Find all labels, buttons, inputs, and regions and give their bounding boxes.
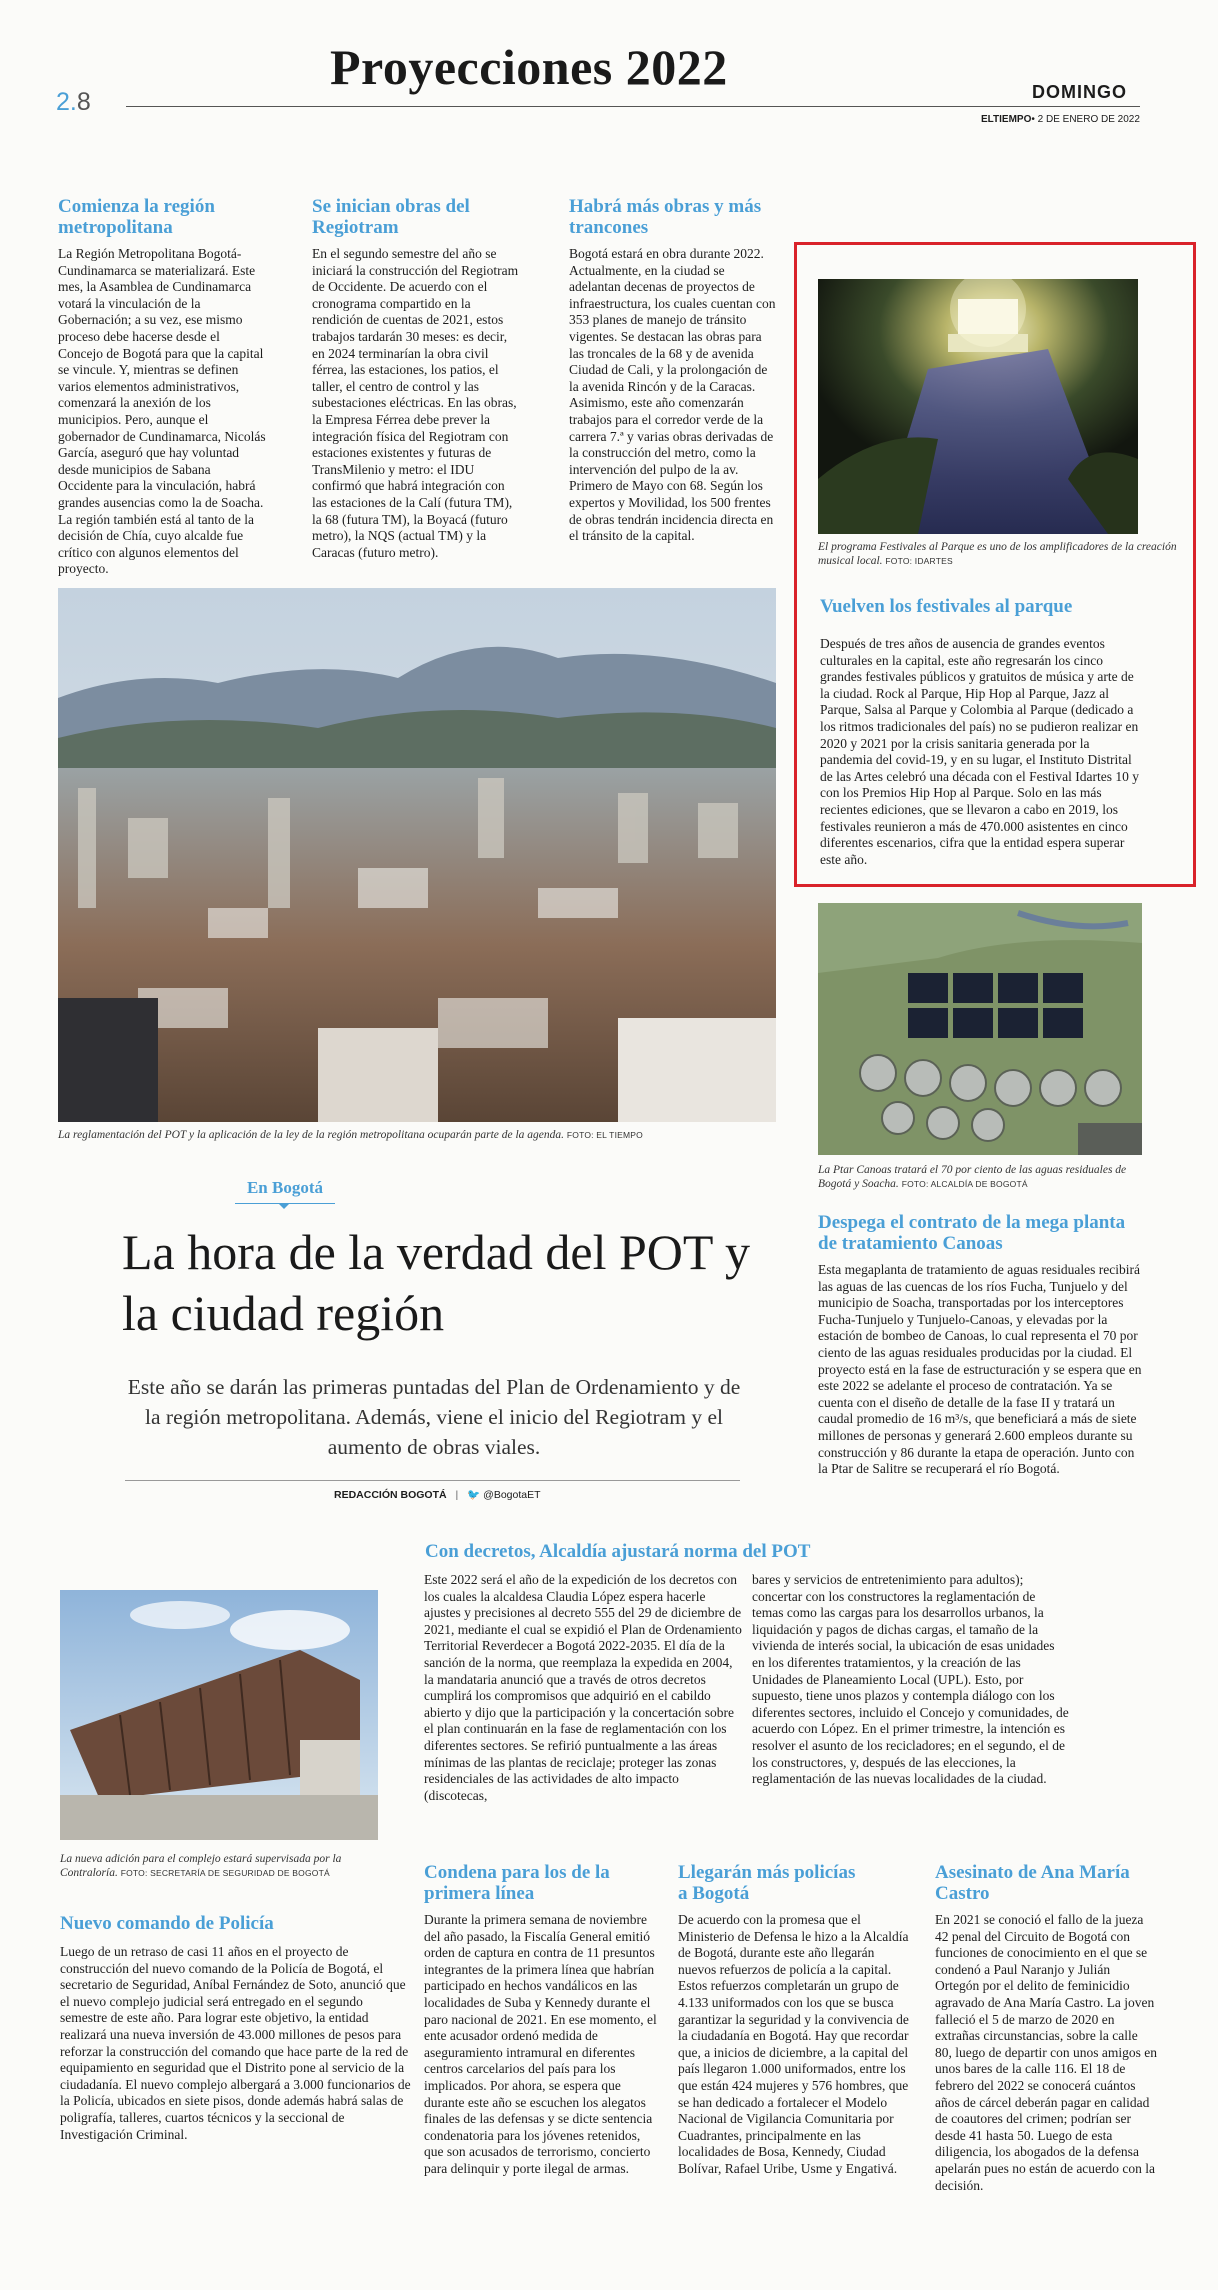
building-caption-text: La nueva adición para el complejo estará supervisada por la Contraloría. [60,1853,342,1879]
body-regiotram: En el segundo semestre del año se iniciará la construcción del Regiotram de Occidente. De acuerdo con el cronograma compartido en la rendición de cuentas de 2021, estos trabajos tardarán 30 meses: es decir, en 2024 terminarían la obra civil férrea, las estaciones, los patios, el taller, el centro de control y las subestaciones eléctricas. En las obras, la Empresa Férrea debe prever la integración física del Regiotram con estaciones existentes y futuras de TransMilenio y metro: el IDU confirmó que habrá integración con las estaciones de la Calí (futura TM), la 68 (futura TM), la Boyacá (futuro metro), la NQS (actual TM) y la Caracas (futuro metro). [312,246,519,560]
heading-comando-policia: Nuevo comando de Policía [60,1913,274,1934]
body-region-metropolitana: La Región Metropolitana Bogotá-Cundinamarca se materializará. Este mes, la Asamblea de Cundinamarca votará la vinculación de la Gobernación; a su vez, ese mismo proceso debe hacerse desde el Concejo de Bogotá para que la capital se vincule. Y, mientras se definen varios elementos administrativos, comenzará la anexión de los municipios. Pero, aunque el gobernador de Cundinamarca, Nicolás García, aseguró que hay voluntad desde municipios de Sabana Occidente para la vinculación, habrá grandes ausencias como la de Soacha. La región también está al tanto de la decisión de Chía, cuyo alcalde fue crítico con algunos elementos del proyecto. [58,246,266,577]
ptar-caption-credit: FOTO: ALCALDÍA DE BOGOTÁ [901,1179,1028,1189]
body-decretos-col2: bares y servicios de entretenimiento para adultos); concertar con los constructores la reglamentación de temas como las cargas para los desarrollos urbanos, la liquidación y pagos de dichas cargas, el tamaño de la vivienda de interés social, la ubicación de esas unidades en los diferentes tratamientos, y la creación de las Unidades de Planeamiento Local (UPL). Esto, por supuesto, tiene unos plazos y contempla diálogo con los diferentes sectores, incluido el Concejo y comunidades, de acuerdo con López. En el primer trimestre, la intención es resolver el asunto de los recicladores; en el segundo, el de los constructores, y, después de las elecciones, la reglamentación de las nuevas localidades de la ciudad. [752,1572,1069,1787]
day-label: DOMINGO [1032,82,1127,102]
city-photo-caption [58,1128,778,1142]
festival-caption-credit: FOTO: IDARTES [885,556,953,566]
building-photo [60,1590,378,1840]
body-obras-trancones: Bogotá estará en obra durante 2022. Actualmente, en la ciudad se adelantan decenas de proyectos de infraestructura, los cuales cuentan con 353 planes de manejo de tránsito vigentes. Se destacan las obras para las troncales de la 68 y de avenida Ciudad de Cali, y la prolongación de la avenida Rincón y de la Caracas. Asimismo, este año comenzarán trabajos para el corredor verde de la carrera 7.ª y varias obras derivadas de la construcción del metro, como la intervención del pulpo de la av. Primero de Mayo con 68. Según los expertos y Movilidad, los 500 frentes de obras tendrán incidencia directa en el tránsito de la capital. [569,246,776,544]
heading-festivales: Vuelven los festivales al parque [820,596,1073,617]
page-number-value: 8 [76,88,91,116]
twitter-icon: 🐦 [467,1489,481,1501]
body-festivales: Después de tres años de ausencia de grandes eventos culturales en la capital, este año regresarán los cinco grandes festivales públicos y gratuitos de música y arte de la ciudad. Rock al Parque, Hip Hop al Parque, Jazz al Parque, Salsa al Parque y Colombia al Parque (dedicado a los ritmos tradicionales del país) no se pudieron realizar en 2020 y 2021 por la crisis sanitaria generada por la pandemia del covid-19, y en su lugar, el Instituto Distrital de las Artes celebró una década con el Festival Idartes 10 y con los Premios Hip Hop al Parque. Solo en las más recientes ediciones, que se llevaron a cabo en 2019, los festivales reunieron a más de 470.000 asistentes en cinco diferentes escenarios, cifra que la entidad espera superar este año. [820,636,1140,867]
body-comando-policia: Luego de un retraso de casi 11 años en el proyecto de construcción del nuevo comando de la Policía de Bogotá, el secretario de Seguridad, Aníbal Fernández de Soto, anunció que el nuevo complejo judicial será entregado en el segundo semestre de este año. Para lograr este objetivo, la entidad realizará una nueva inversión de 43.000 millones de pesos para reforzar la construcción del comando que hace parte de la red de equipamiento en seguridad que el Distrito pone al servicio de la ciudadanía. El nuevo complejo albergará a 3.000 funcionarios de la Policía, ubicados en siete pisos, donde además habrá salas de poligrafía, talleres, cuartos técnicos y la seccional de Investigación Criminal. [60,1944,411,2142]
concert-crowd-image [818,279,1138,534]
body-ana-maria-castro: En 2021 se conoció el fallo de la jueza 42 penal del Circuito de Bogotá con funciones de conocimiento en el que se condenó a Paul Naranjo y Julián Ortegón por el delito de feminicidio agravado de Ana María Castro. La joven falleció el 5 de marzo de 2020 en extrañas circunstancias, sobre la calle 80, luego de departir con unos amigos en unos bares de la calle 116. El 18 de febrero del 2022 se conocerá cuántos años de cárcel deberán pagar en calidad de coautores del crimen; podrían ser desde 41 hasta 50. Luego de esta diligencia, los abogados de la defensa apelarán pues no están de acuerdo con la decisión. [935,1912,1157,2193]
building-photo-caption [60,1852,380,1880]
heading-obras-trancones: Habrá más obras y más trancones [569,196,762,238]
date-text: • 2 DE ENERO DE 2022 [1031,114,1140,125]
byline [334,1488,541,1501]
heading-regiotram: Se inician obras del Regiotram [312,196,470,238]
story-kicker: En Bogotá [246,1178,324,1197]
date-line [981,114,1140,125]
byline-twitter: @BogotaET [483,1489,541,1501]
byline-rule [125,1480,740,1481]
body-decretos-col1: Este 2022 será el año de la expedición de los decretos con los cuales la alcaldesa Claudia López espera hacerle ajustes y precisiones al decreto 555 del 29 de diciembre de 2021, mediante el cual se expidió el Plan de Ordenamiento Territorial Reverdecer a Bogotá 2022-2035. El día de la sanción de la norma, que reemplaza la expedida en 2004, la mandataria anunció que a través de otros decretos cumplirá los compromisos que adquirió en el cabildo abierto y dijo que la participación y la concertación sobre el plan continuarán en la fase de reglamentación con los diferentes sectores. Se refirió puntualmente a las áreas mínimas de las plantas de reciclaje; proteger las zonas residenciales de las actividades de alto impacto (discotecas, [424,1572,742,1803]
heading-primera-linea: Condena para los de la primera línea [424,1862,610,1904]
heading-region-metropolitana: Comienza la región metropolitana [58,196,215,238]
festival-photo-caption [818,540,1178,568]
kicker-notch [278,1203,290,1209]
ptar-caption-text: La Ptar Canoas tratará el 70 por ciento de las aguas residuales de Bogotá y Soacha. [818,1164,1127,1190]
building-caption-credit: FOTO: SECRETARÍA DE SEGURIDAD DE BOGOTÁ [120,1868,330,1878]
city-photo [58,588,776,1122]
heading-ana-maria-castro: Asesinato de Ana María Castro [935,1862,1130,1904]
heading-decretos: Con decretos, Alcaldía ajustará norma del POT [425,1541,811,1562]
heading-mas-policias: Llegarán más policías a Bogotá [678,1862,856,1904]
story-deck: Este año se darán las primeras puntadas del Plan de Ordenamiento y de la región metropolitana. Además, viene el inicio del Regiotram y el aumento de obras viales. [127,1375,741,1459]
city-caption-credit: FOTO: EL TIEMPO [566,1130,643,1140]
festival-caption-text: El programa Festivales al Parque es uno de los amplificadores de la creación musical local. [818,541,1177,567]
police-building-image [60,1590,378,1840]
section-title: Proyecciones 2022 [330,39,728,95]
body-canoas: Esta megaplanta de tratamiento de aguas residuales recibirá las aguas de las cuencas de los ríos Fucha, Tunjuelo y del municipio de Soacha, transportadas por los interceptores Fucha-Tunjuelo y Tunjuelo-Canoas, y elevadas por la estación de bombeo de Canoas, lo cual representa el 70 por ciento de las aguas residuales producidas por la ciudad. El proyecto está en la fase de estructuración y se espera que en este 2022 se adelante el proceso de contratación. Ya se cuenta con el diseño de detalle de la fase II y tratará un caudal promedio de 16 m³/s, que beneficiará a más de siete millones de personas y generará 2.600 empleos durante su construcción y 86 durante la etapa de operación. Junto con la Ptar de Salitre se recuperará el río Bogotá. [818,1262,1142,1477]
paper-name: ELTIEMPO [981,114,1032,125]
byline-author: REDACCIÓN BOGOTÁ [334,1489,447,1501]
body-mas-policias: De acuerdo con la promesa que el Ministerio de Defensa le hizo a la Alcaldía de Bogotá, durante este año llegarán nuevos refuerzos de policía a la capital. Estos refuerzos completarán un grupo de 4.133 uniformados con los que se busca garantizar la seguridad y la convivencia de la ciudadanía en Bogotá. Hay que recordar que, a inicios de diciembre, a la capital del país llegaron 1.000 uniformados, entre los que están 424 mujeres y 576 hombres, que se han dedicado a fortalecer el Modelo Nacional de Vigilancia Comunitaria por Cuadrantes, principalmente en las localidades de Bosa, Kennedy, Ciudad Bolívar, Rafael Uribe, Usme y Engativá. [678,1912,909,2176]
ptar-photo-caption [818,1163,1142,1191]
page-number [56,88,91,117]
heading-canoas: Despega el contrato de la mega planta de tratamiento Canoas [818,1212,1126,1254]
masthead-rule [126,106,1140,107]
page-number-prefix: 2. [56,88,77,116]
city-caption-text: La reglamentación del POT y la aplicación de la ley de la región metropolitana ocuparán parte de la agenda. [58,1129,565,1141]
bogota-cityscape-image [58,588,776,1122]
festival-photo [818,279,1138,534]
body-primera-linea: Durante la primera semana de noviembre del año pasado, la Fiscalía General emitió orden de captura en contra de 11 presuntos integrantes de la primera línea que habrían participado en hechos vandálicos en las localidades de Suba y Kennedy durante el paro nacional de 2021. En ese momento, el ente acusador ordenó medida de aseguramiento intramural en diferentes centros carcelarios del país para los implicados. Por ahora, se espera que durante este año se escuchen los alegatos finales de las defensas y se dicte sentencia condenatoria para los jóvenes retenidos, que son acusados de terrorismo, concierto para delinquir y porte ilegal de armas. [424,1912,657,2176]
byline-separator: | [455,1489,459,1501]
ptar-photo [818,903,1142,1155]
story-headline: La hora de la verdad del POT y la ciudad región [122,1224,751,1341]
ptar-canoas-image [818,903,1142,1155]
